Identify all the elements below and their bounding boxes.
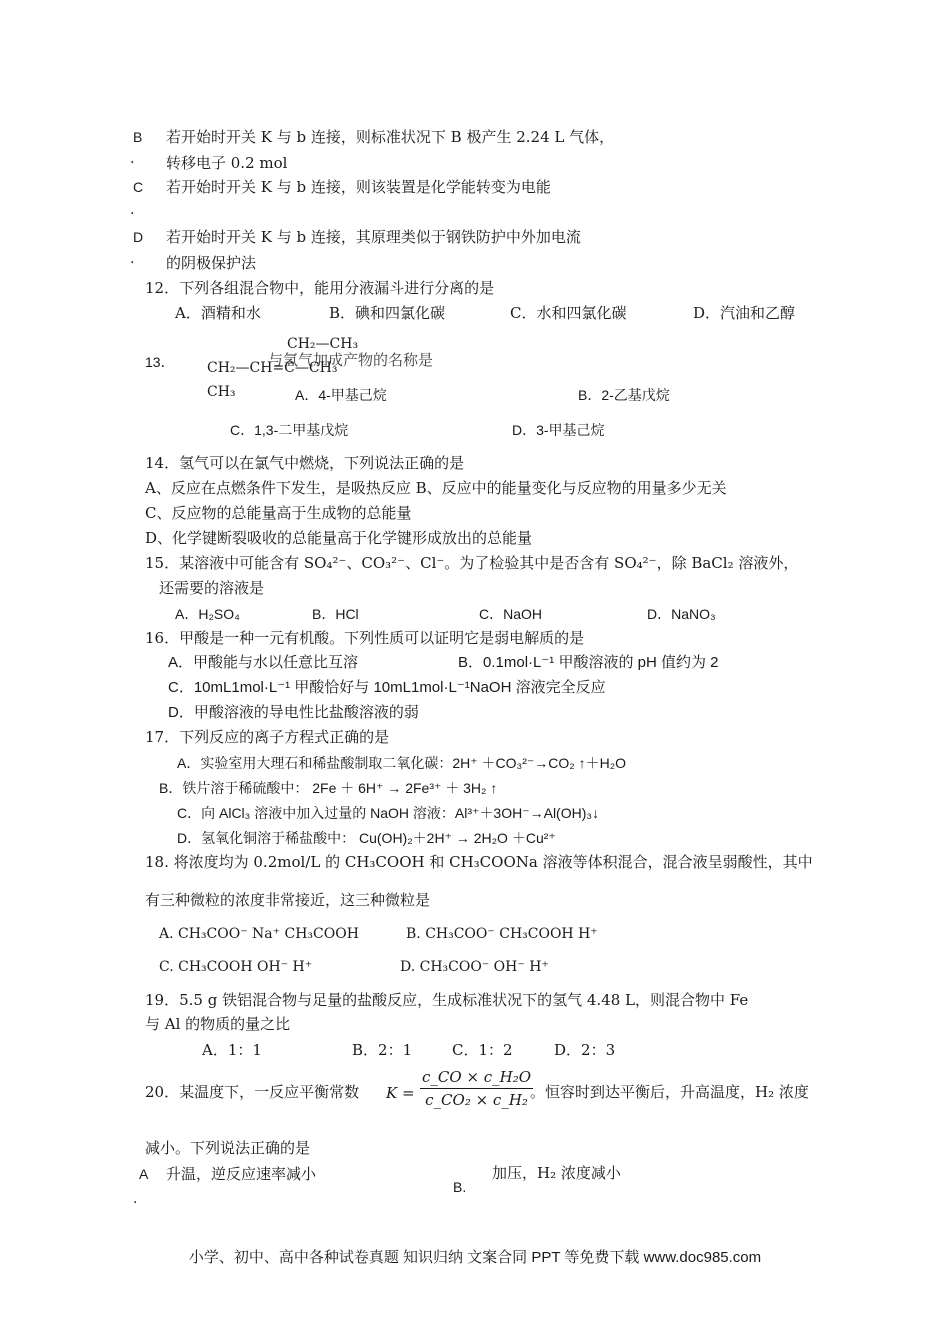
q15-stem-line2: 还需要的溶液是 <box>159 579 265 597</box>
q11-b-line2: 转移电子 0.2 mol <box>166 154 288 172</box>
q20-stem-post: 。恒容时到达平衡后，升高温度，H₂ 浓度 <box>530 1083 809 1101</box>
q16-option-d: D．甲酸溶液的导电性比盐酸溶液的弱 <box>168 704 419 721</box>
q16-option-b: B．0.1mol·L⁻¹ 甲酸溶液的 pH 值约为 2 <box>458 654 719 671</box>
q17-option-b: B．铁片溶于稀硫酸中： 2Fe ＋ 6H⁺ → 2Fe³⁺ ＋ 3H₂ ↑ <box>159 780 498 796</box>
q20-a-letter: A <box>139 1166 149 1182</box>
q19-option-b: B．2：1 <box>352 1041 413 1059</box>
q12-option-b: B．碘和四氯化碳 <box>329 304 446 322</box>
q14-option-ab: A、反应在点燃条件下发生，是吸热反应 B、反应中的能量变化与反应物的用量多少无关 <box>145 479 727 497</box>
q20-fraction-numerator: c_CO × c_H₂O <box>420 1068 533 1089</box>
q14-option-d: D、化学键断裂吸收的总能量高于化学键形成放出的总能量 <box>145 529 533 547</box>
page-footer: 小学、初中、高中各种试卷真题 知识归纳 文案合同 PPT 等免费下载 www.doc985.com <box>188 1249 762 1266</box>
q18-stem-line1: 18. 将浓度均为 0.2mol/L 的 CH₃COOH 和 CH₃COONa 溶液等体积混合，混合液呈弱酸性，其中 <box>145 853 813 871</box>
q15-option-d: D．NaNO₃ <box>647 606 716 622</box>
q20-option-b: 加压，H₂ 浓度减小 <box>492 1164 621 1182</box>
q20-stem-pre: 20．某温度下，一反应平衡常数 <box>145 1083 360 1101</box>
q17-option-c: C．向 AlCl₃ 溶液中加入过量的 NaOH 溶液：Al³⁺＋3OH⁻→Al(OH)₃↓ <box>177 805 600 821</box>
q20-equilibrium-fraction <box>420 1068 533 1109</box>
q19-stem-line1: 19．5.5 g 铁铝混合物与足量的盐酸反应，生成标准状况下的氢气 4.48 L，则混合物中 Fe <box>145 991 749 1009</box>
q14-stem: 14．氢气可以在氯气中燃烧，下列说法正确的是 <box>145 454 465 472</box>
q11-c-dot: . <box>130 202 135 218</box>
q11-b-letter: B <box>133 129 143 145</box>
q15-option-b: B．HCl <box>312 606 359 622</box>
q20-b-letter: B. <box>453 1179 467 1195</box>
q20-stem-line2: 减小。下列说法正确的是 <box>145 1139 311 1157</box>
q20-a-dot: . <box>133 1191 138 1207</box>
q11-b-line1: 若开始时开关 K 与 b 连接，则标准状况下 B 极产生 2.24 L 气体， <box>166 128 615 146</box>
q14-option-c: C、反应物的总能量高于生成物的总能量 <box>145 504 412 522</box>
q13-structure-bottom: CH₃ <box>207 384 236 400</box>
q19-option-d: D．2：3 <box>554 1041 616 1059</box>
q11-d-line2: 的阴极保护法 <box>166 254 257 272</box>
q18-option-c: C. CH₃COOH OH⁻ H⁺ <box>159 959 313 975</box>
q11-d-letter: D <box>133 229 144 245</box>
q20-fraction-denominator: c_CO₂ × c_H₂ <box>425 1091 528 1109</box>
q15-option-c: C．NaOH <box>479 606 543 622</box>
q15-stem-line1: 15．某溶液中可能含有 SO₄²⁻、CO₃²⁻、Cl⁻。为了检验其中是否含有 SO₄²⁻，除 BaCl₂ 溶液外， <box>145 554 799 572</box>
q11-c-letter: C <box>133 179 144 195</box>
q13-structure-main: CH₂—CH=C—CH₃ <box>207 360 338 376</box>
q19-stem-line2: 与 Al 的物质的量之比 <box>145 1015 291 1033</box>
q18-option-b: B. CH₃COO⁻ CH₃COOH H⁺ <box>406 926 598 942</box>
q11-b-dot: . <box>130 151 135 167</box>
q16-stem: 16．甲酸是一种一元有机酸。下列性质可以证明它是弱电解质的是 <box>145 629 585 647</box>
q13-number: 13． <box>145 354 175 370</box>
q12-option-a: A．酒精和水 <box>175 304 261 322</box>
q19-option-a: A．1：1 <box>202 1041 262 1059</box>
q17-stem: 17．下列反应的离子方程式正确的是 <box>145 728 390 746</box>
q12-option-c: C．水和四氯化碳 <box>510 304 627 322</box>
q20-option-a: 升温，逆反应速率减小 <box>166 1165 317 1183</box>
q13-option-a: A．4-甲基己烷 <box>295 387 387 403</box>
q16-option-a: A．甲酸能与水以任意比互溶 <box>168 654 359 671</box>
q16-option-c: C．10mL1mol·L⁻¹ 甲酸恰好与 10mL1mol·L⁻¹NaOH 溶液完全反应 <box>168 679 606 696</box>
q12-option-d: D．汽油和乙醇 <box>693 304 796 322</box>
q13-option-d: D．3-甲基己烷 <box>512 422 605 438</box>
q13-stem: 与氢气加成产物的名称是 <box>268 351 434 369</box>
q15-option-a: A．H₂SO₄ <box>175 606 240 622</box>
q11-d-line1: 若开始时开关 K 与 b 连接，其原理类似于钢铁防护中外加电流 <box>166 228 581 246</box>
q20-k-symbol: K = <box>386 1084 415 1102</box>
q13-option-b: B．2-乙基戊烷 <box>578 387 670 403</box>
q13-structure-top: CH₂—CH₃ <box>287 336 359 352</box>
q18-option-a: A. CH₃COO⁻ Na⁺ CH₃COOH <box>159 926 359 942</box>
q19-option-c: C．1：2 <box>452 1041 513 1059</box>
q13-option-c: C．1,3-二甲基戊烷 <box>230 422 349 438</box>
q12-stem: 12．下列各组混合物中，能用分液漏斗进行分离的是 <box>145 279 495 297</box>
q17-option-d: D．氢氧化铜溶于稀盐酸中： Cu(OH)₂＋2H⁺ → 2H₂O ＋Cu²⁺ <box>177 830 556 846</box>
q18-option-d: D. CH₃COO⁻ OH⁻ H⁺ <box>400 959 549 975</box>
q11-d-dot: . <box>130 251 135 267</box>
q18-stem-line2: 有三种微粒的浓度非常接近，这三种微粒是 <box>145 891 431 909</box>
q11-c-line1: 若开始时开关 K 与 b 连接，则该装置是化学能转变为电能 <box>166 178 551 196</box>
q17-option-a: A．实验室用大理石和稀盐酸制取二氧化碳：2H⁺ ＋CO₃²⁻→CO₂ ↑＋H₂O <box>177 755 627 771</box>
